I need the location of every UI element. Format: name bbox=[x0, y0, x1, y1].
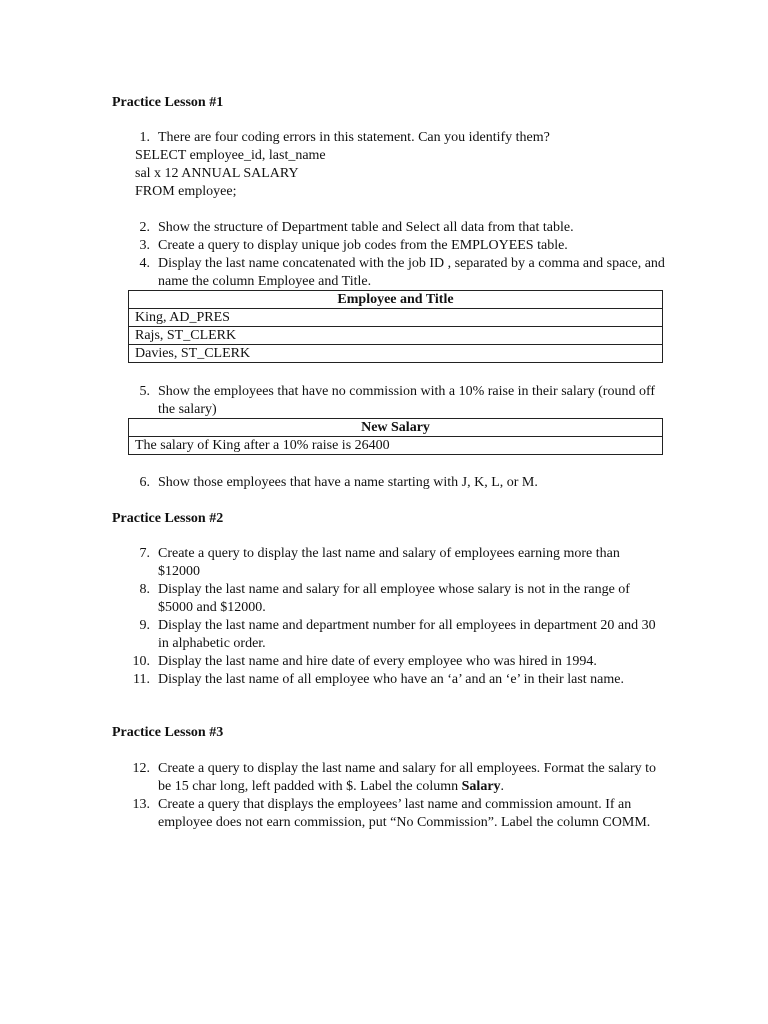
lesson1-heading: Practice Lesson #1 bbox=[112, 95, 224, 110]
column-label-bold: Salary bbox=[461, 779, 501, 794]
question-text: Create a query that displays the employees’ last name and commission amount. If an employee does not earn commission, put “No Commission”. Label the column COMM. bbox=[158, 797, 651, 830]
column-header: Employee and Title bbox=[129, 291, 663, 309]
question-text: Display the last name of all employee who have an ‘a’ and an ‘e’ in their last name. bbox=[158, 672, 624, 687]
question-number: 4. bbox=[139, 256, 150, 271]
question-text-part: Create a query to display the last name and salary for all employees. Format the salary to be 15 char long, left padded with $. Label the column bbox=[158, 761, 657, 794]
question-number: 11. bbox=[133, 672, 150, 687]
table-row bbox=[129, 309, 663, 327]
question-number: 13. bbox=[132, 797, 150, 812]
question-number: 8. bbox=[139, 582, 150, 597]
question-10 bbox=[132, 653, 665, 671]
question-text: Create a query to display unique job codes from the EMPLOYEES table. bbox=[158, 238, 568, 253]
question-number: 10. bbox=[132, 654, 150, 669]
code-line-1: SELECT employee_id, last_name bbox=[135, 148, 326, 163]
question-text: Show the structure of Department table and Select all data from that table. bbox=[158, 220, 574, 235]
question-number: 3. bbox=[139, 238, 150, 253]
table-row bbox=[129, 345, 663, 363]
new-salary-table bbox=[128, 418, 663, 455]
table-cell: The salary of King after a 10% raise is 26400 bbox=[129, 437, 663, 455]
question-number: 12. bbox=[132, 761, 150, 776]
table-cell: Davies, ST_CLERK bbox=[129, 345, 663, 363]
question-text: Show the employees that have no commission with a 10% raise in their salary (round off the salary) bbox=[158, 384, 656, 417]
question-13 bbox=[132, 796, 665, 832]
question-5 bbox=[135, 383, 665, 419]
question-11 bbox=[135, 671, 665, 689]
question-3 bbox=[135, 237, 665, 255]
question-9 bbox=[135, 617, 665, 653]
question-2 bbox=[135, 219, 665, 237]
question-number: 7. bbox=[139, 546, 150, 561]
code-line-2: sal x 12 ANNUAL SALARY bbox=[135, 166, 299, 181]
question-7 bbox=[135, 545, 665, 581]
question-text bbox=[158, 760, 665, 796]
question-6 bbox=[135, 474, 665, 492]
table-cell: Rajs, ST_CLERK bbox=[129, 327, 663, 345]
question-12 bbox=[132, 760, 665, 796]
question-4 bbox=[135, 255, 665, 291]
question-text: Display the last name concatenated with the job ID , separated by a comma and space, and name the column Employee and Title. bbox=[158, 256, 665, 289]
question-text: Show those employees that have a name starting with J, K, L, or M. bbox=[158, 475, 538, 490]
table-row bbox=[129, 437, 663, 455]
question-number: 6. bbox=[139, 475, 150, 490]
question-text-end: . bbox=[500, 779, 505, 794]
question-text: Display the last name and salary for all employee whose salary is not in the range of $5000 and $12000. bbox=[158, 582, 630, 615]
table-header-row bbox=[129, 291, 663, 309]
lesson2-heading: Practice Lesson #2 bbox=[112, 511, 224, 526]
question-number: 9. bbox=[139, 618, 150, 633]
question-8 bbox=[135, 581, 665, 617]
question-text: There are four coding errors in this statement. Can you identify them? bbox=[158, 130, 550, 145]
table-header-row bbox=[129, 419, 663, 437]
lesson3-heading: Practice Lesson #3 bbox=[112, 725, 224, 740]
question-number: 5. bbox=[139, 384, 150, 399]
employee-title-table bbox=[128, 290, 663, 363]
code-line-3: FROM employee; bbox=[135, 184, 237, 199]
column-header: New Salary bbox=[129, 419, 663, 437]
question-text: Display the last name and department number for all employees in department 20 and 30 in alphabetic order. bbox=[158, 618, 656, 651]
question-1 bbox=[135, 129, 665, 147]
question-number: 1. bbox=[139, 130, 150, 145]
question-number: 2. bbox=[139, 220, 150, 235]
table-cell: King, AD_PRES bbox=[129, 309, 663, 327]
table-row bbox=[129, 327, 663, 345]
question-text: Create a query to display the last name and salary of employees earning more than $12000 bbox=[158, 546, 620, 579]
question-text: Display the last name and hire date of every employee who was hired in 1994. bbox=[158, 654, 597, 669]
